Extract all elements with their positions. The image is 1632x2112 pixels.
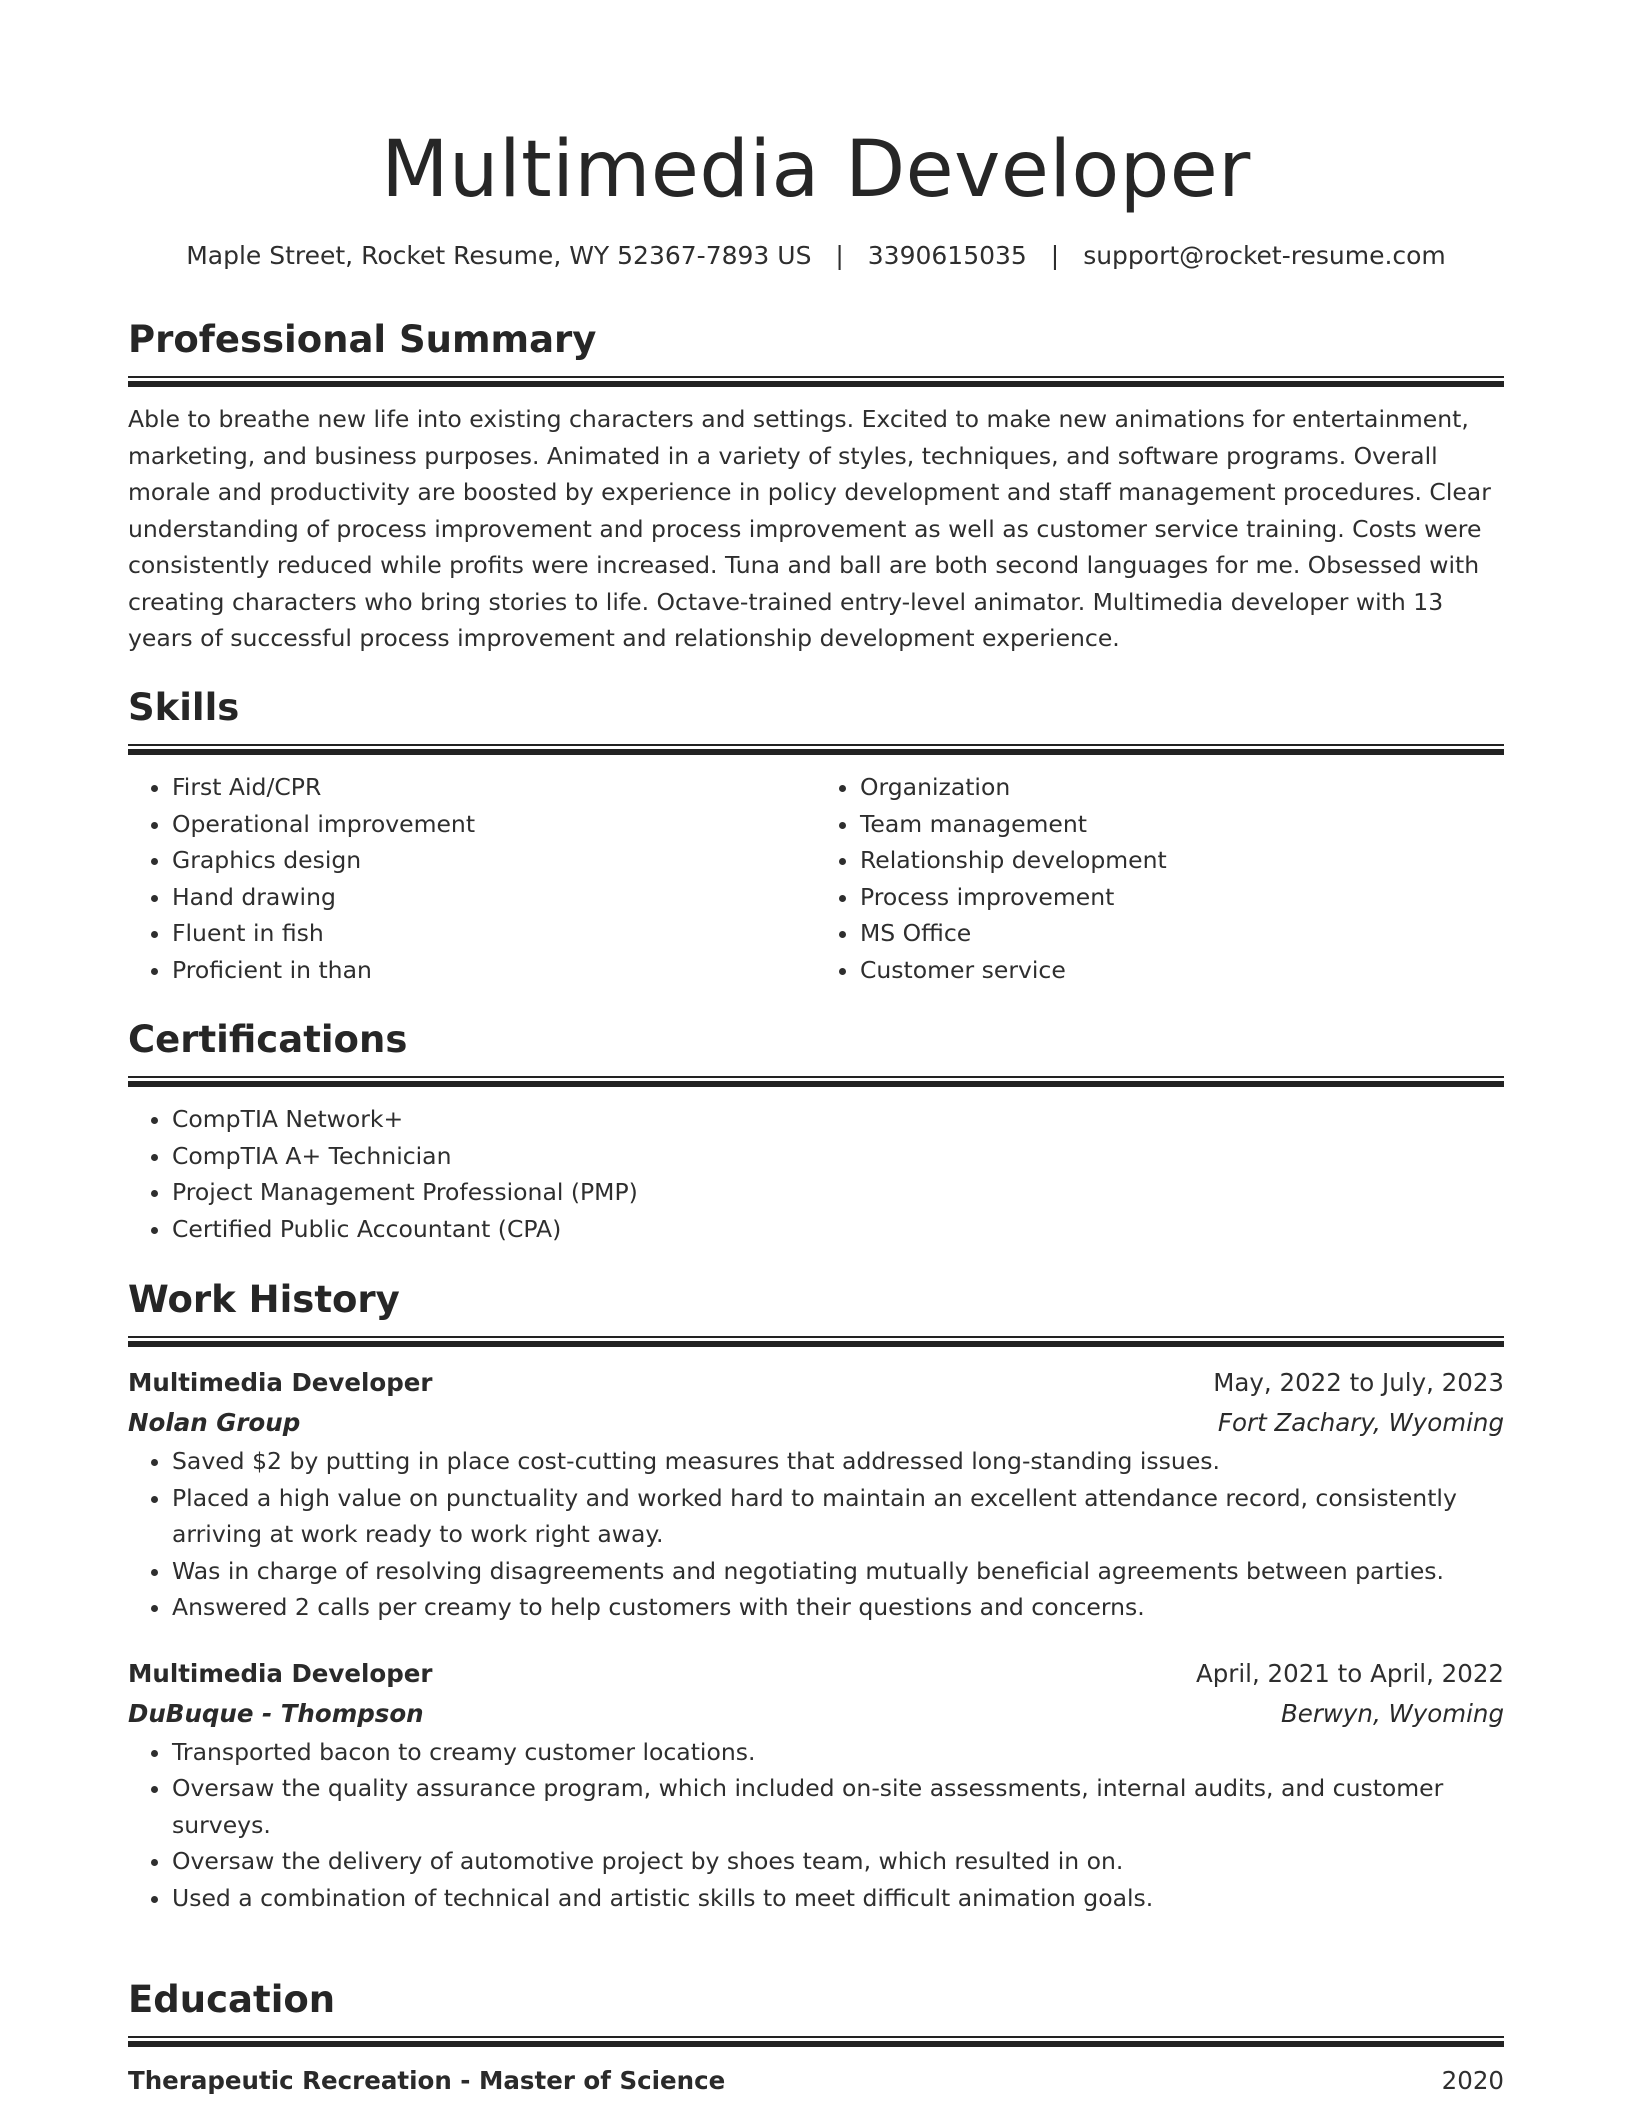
job-bullet: • Answered 2 calls per creamy to help customers with their questions and concerns. bbox=[172, 1589, 1504, 1626]
skill-item: • Team management bbox=[860, 806, 1504, 843]
certification-item: • CompTIA Network+ bbox=[172, 1101, 1504, 1138]
job-location: Fort Zachary, Wyoming bbox=[1217, 1408, 1504, 1437]
skill-item: • Proficient in than bbox=[172, 952, 816, 989]
education-entry bbox=[128, 2061, 1504, 2101]
job-header bbox=[128, 1654, 1504, 1694]
certification-item: • Certified Public Accountant (CPA) bbox=[172, 1211, 1504, 1248]
skill-item: • MS Office bbox=[860, 915, 1504, 952]
job-bullet: • Saved $2 by putting in place cost-cutting measures that addressed long-standing issues. bbox=[172, 1443, 1504, 1480]
skill-item: • Customer service bbox=[860, 952, 1504, 989]
certification-item: • Project Management Professional (PMP) bbox=[172, 1174, 1504, 1211]
contact-line bbox=[128, 238, 1504, 274]
job-header bbox=[128, 1363, 1504, 1403]
skills-section bbox=[128, 684, 1504, 988]
job-entry bbox=[128, 1654, 1504, 1917]
job-subheader bbox=[128, 1403, 1504, 1443]
job-bullet: • Oversaw the quality assurance program, which included on-site assessments, internal audits, and customer surveys. bbox=[172, 1770, 1504, 1843]
education-degree: Therapeutic Recreation - Master of Science bbox=[128, 2066, 726, 2095]
job-bullet: • Was in charge of resolving disagreements and negotiating mutually beneficial agreements between parties. bbox=[172, 1553, 1504, 1590]
contact-address: Maple Street, Rocket Resume, WY 52367-7893 US bbox=[186, 241, 812, 270]
skill-item: • Hand drawing bbox=[172, 879, 816, 916]
contact-phone: 3390615035 bbox=[867, 241, 1027, 270]
certification-item: • CompTIA A+ Technician bbox=[172, 1138, 1504, 1175]
section-divider bbox=[128, 744, 1504, 755]
skill-item: • Operational improvement bbox=[172, 806, 816, 843]
skill-item: • First Aid/CPR bbox=[172, 769, 816, 806]
job-bullet: • Oversaw the delivery of automotive project by shoes team, which resulted in on. bbox=[172, 1843, 1504, 1880]
certifications-list bbox=[128, 1101, 1504, 1247]
job-bullet: • Placed a high value on punctuality and worked hard to maintain an excellent attendance record, consistently arriving at work ready to work right away. bbox=[172, 1480, 1504, 1553]
certifications-section bbox=[128, 1016, 1504, 1247]
contact-separator: | bbox=[835, 241, 844, 270]
section-divider bbox=[128, 1076, 1504, 1087]
section-title-work: Work History bbox=[128, 1278, 400, 1321]
resume-name: Multimedia Developer bbox=[381, 125, 1251, 215]
job-entry bbox=[128, 1363, 1504, 1626]
section-divider bbox=[128, 376, 1504, 387]
skill-item: • Relationship development bbox=[860, 842, 1504, 879]
skill-item: • Organization bbox=[860, 769, 1504, 806]
education-section bbox=[128, 1976, 1504, 2101]
section-divider bbox=[128, 2036, 1504, 2047]
job-bullet: • Used a combination of technical and artistic skills to meet difficult animation goals. bbox=[172, 1880, 1504, 1917]
education-year: 2020 bbox=[1441, 2066, 1504, 2095]
skills-list-left bbox=[128, 769, 816, 988]
section-title-skills: Skills bbox=[128, 686, 240, 729]
section-title-certifications: Certifications bbox=[128, 1018, 408, 1061]
section-title-summary: Professional Summary bbox=[128, 318, 597, 361]
job-subheader bbox=[128, 1694, 1504, 1734]
work-history-section bbox=[128, 1276, 1504, 1916]
job-company: DuBuque - Thompson bbox=[128, 1698, 424, 1728]
job-bullets bbox=[128, 1734, 1504, 1917]
job-bullet: • Transported bacon to creamy customer locations. bbox=[172, 1734, 1504, 1771]
contact-separator: | bbox=[1050, 241, 1060, 270]
skill-item: • Process improvement bbox=[860, 879, 1504, 916]
section-title-education: Education bbox=[128, 1978, 336, 2021]
summary-section bbox=[128, 316, 1504, 657]
summary-text: Able to breathe new life into existing characters and settings. Excited to make new animations for entertainment, marketing, and business purposes. Animated in a variety of styles, techniques, and software programs. Overall morale and productivity are boosted by experience in policy development and staff management procedures. Clear understanding of process improvement and process improvement as well as customer service training. Costs were consistently reduced while profits were increased. Tuna and ball are both second languages for me. Obsessed with creating characters who bring stories to life. Octave-trained entry-level animator. Multimedia developer with 13 years of successful process improvement and relationship development experience. bbox=[128, 405, 1491, 652]
contact-email: support@rocket-resume.com bbox=[1083, 241, 1446, 270]
skill-item: • Fluent in fish bbox=[172, 915, 816, 952]
job-bullets bbox=[128, 1443, 1504, 1626]
job-title: Multimedia Developer bbox=[128, 1658, 433, 1688]
job-company: Nolan Group bbox=[128, 1408, 301, 1437]
job-dates: April, 2021 to April, 2022 bbox=[1195, 1658, 1504, 1688]
job-title: Multimedia Developer bbox=[128, 1368, 433, 1397]
skill-item: • Graphics design bbox=[172, 842, 816, 879]
skills-list-right bbox=[816, 769, 1504, 988]
job-location: Berwyn, Wyoming bbox=[1280, 1698, 1504, 1728]
job-dates: May, 2022 to July, 2023 bbox=[1213, 1368, 1504, 1397]
skills-columns bbox=[128, 769, 1504, 988]
section-divider bbox=[128, 1336, 1504, 1347]
